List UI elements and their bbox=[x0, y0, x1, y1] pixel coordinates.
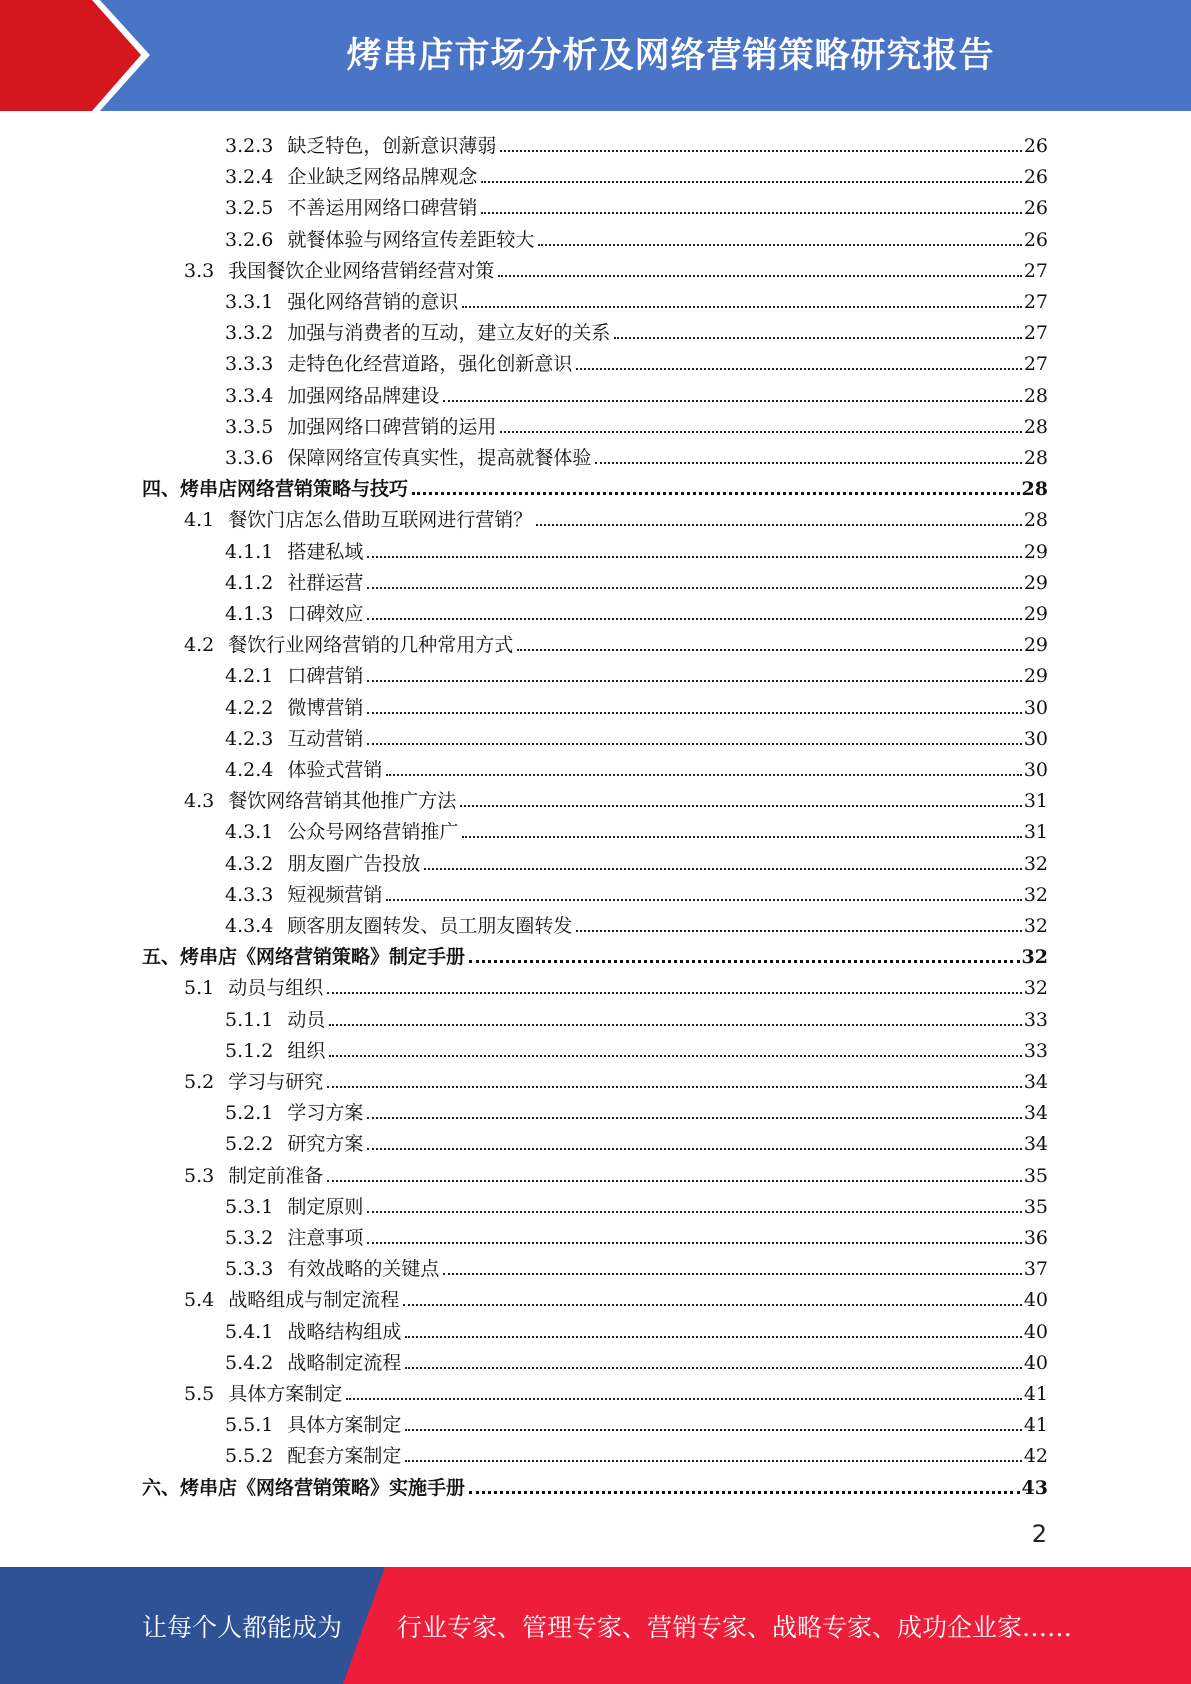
toc-entry-title: 互动营销 bbox=[287, 727, 364, 750]
toc-entry-label bbox=[225, 1226, 365, 1250]
toc-entry-label bbox=[225, 415, 498, 439]
toc-entry[interactable] bbox=[225, 377, 1048, 408]
toc-entry[interactable] bbox=[225, 1188, 1048, 1219]
page-number: 2 bbox=[1031, 1520, 1047, 1548]
page-header bbox=[0, 0, 1191, 111]
toc-entry-label bbox=[225, 1132, 365, 1156]
toc-entry-title: 动员与组织 bbox=[228, 977, 324, 1000]
toc-dot-leader bbox=[576, 368, 1021, 370]
toc-entry[interactable] bbox=[225, 751, 1048, 782]
toc-entry-page: 32 bbox=[1023, 977, 1048, 1000]
toc-entry[interactable] bbox=[225, 813, 1048, 844]
toc-entry[interactable] bbox=[184, 1157, 1048, 1188]
toc-entry-label bbox=[184, 1382, 344, 1406]
toc-dot-leader bbox=[462, 306, 1021, 308]
toc-entry-number: 3.3.3 bbox=[225, 353, 274, 376]
toc-entry-label bbox=[184, 1164, 325, 1188]
toc-entry-title: 搭建私域 bbox=[287, 540, 364, 563]
toc-entry-title: 朋友圈广告投放 bbox=[287, 852, 421, 875]
toc-entry-number: 3.2.5 bbox=[225, 197, 274, 220]
toc-entry-label bbox=[225, 664, 365, 688]
toc-entry-label bbox=[225, 1444, 403, 1468]
toc-entry-label bbox=[225, 852, 422, 876]
toc-dot-leader bbox=[405, 1336, 1021, 1338]
toc-entry-number: 3.3.2 bbox=[225, 322, 274, 345]
toc-entry-label bbox=[225, 1351, 403, 1375]
toc-entry-page: 27 bbox=[1023, 322, 1048, 345]
toc-entry-label bbox=[184, 1288, 401, 1312]
toc-entry-number: 3.3.1 bbox=[225, 291, 274, 313]
toc-entry-title: 餐饮行业网络营销的几种常用方式 bbox=[228, 634, 514, 657]
toc-entry-number: 4.2.4 bbox=[225, 759, 274, 781]
toc-entry[interactable] bbox=[225, 158, 1048, 189]
toc-entry[interactable] bbox=[225, 408, 1048, 439]
toc-entry-title: 体验式营销 bbox=[287, 759, 383, 781]
toc-entry-title: 就餐体验与网络宣传差距较大 bbox=[287, 228, 535, 251]
toc-dot-leader bbox=[386, 774, 1021, 776]
toc-entry-number: 5.5 bbox=[184, 1383, 215, 1405]
toc-entry[interactable] bbox=[142, 1469, 1048, 1500]
toc-dot-leader bbox=[367, 618, 1021, 620]
toc-dot-leader bbox=[412, 492, 1020, 495]
toc-dot-leader bbox=[517, 649, 1022, 651]
toc-entry-title: 微博营销 bbox=[287, 696, 364, 719]
toc-entry-page: 34 bbox=[1023, 1102, 1048, 1125]
toc-entry-number: 5.4.2 bbox=[225, 1351, 274, 1374]
toc-entry-label bbox=[184, 259, 496, 283]
toc-entry-number: 4.2.1 bbox=[225, 665, 274, 688]
toc-entry-page: 27 bbox=[1023, 353, 1048, 376]
toc-entry-title: 缺乏特色，创新意识薄弱 bbox=[287, 135, 497, 157]
toc-entry-number: 5.3.3 bbox=[225, 1258, 274, 1281]
footer-slogan-right: 行业专家、管理专家、营销专家、战略专家、成功企业家…… bbox=[397, 1612, 1073, 1642]
toc-entry-number: 3.3.6 bbox=[225, 447, 274, 469]
toc-dot-leader bbox=[614, 337, 1021, 339]
toc-entry-number: 4.1.1 bbox=[225, 540, 274, 563]
toc-entry-page: 26 bbox=[1023, 197, 1048, 220]
toc-entry-label bbox=[225, 228, 536, 252]
toc-entry-label bbox=[225, 1413, 403, 1437]
toc-dot-leader bbox=[469, 960, 1020, 963]
toc-entry-number: 5.3.1 bbox=[225, 1195, 274, 1218]
toc-entry-number: 5.1.1 bbox=[225, 1008, 274, 1031]
toc-entry-page: 40 bbox=[1023, 1320, 1048, 1343]
toc-entry[interactable] bbox=[184, 1375, 1048, 1406]
toc-entry[interactable] bbox=[225, 1032, 1048, 1063]
toc-entry-title: 学习与研究 bbox=[228, 1071, 324, 1093]
toc-dot-leader bbox=[460, 805, 1022, 807]
toc-entry-label bbox=[184, 508, 534, 532]
toc-entry-page: 33 bbox=[1023, 1008, 1048, 1031]
toc-entry[interactable] bbox=[225, 221, 1048, 252]
toc-entry[interactable] bbox=[225, 533, 1048, 564]
toc-entry[interactable] bbox=[225, 564, 1048, 595]
toc-entry-title: 强化网络营销的意识 bbox=[287, 291, 459, 313]
toc-entry[interactable] bbox=[225, 595, 1048, 626]
toc-entry[interactable] bbox=[225, 1313, 1048, 1344]
toc-dot-leader bbox=[367, 1242, 1021, 1244]
toc-entry[interactable] bbox=[184, 1063, 1048, 1094]
toc-entry-page: 35 bbox=[1023, 1164, 1048, 1187]
toc-entry-page: 29 bbox=[1023, 634, 1048, 657]
toc-entry-page: 27 bbox=[1023, 291, 1048, 313]
toc-dot-leader bbox=[481, 181, 1021, 183]
toc-entry[interactable] bbox=[225, 1094, 1048, 1125]
toc-entry-page: 28 bbox=[1023, 384, 1048, 407]
toc-entry-page: 31 bbox=[1023, 821, 1048, 844]
toc-entry-number: 3.3.4 bbox=[225, 384, 274, 407]
toc-entry-page: 32 bbox=[1021, 946, 1048, 969]
toc-entry-title: 保障网络宣传真实性，提高就餐体验 bbox=[287, 447, 592, 469]
toc-dot-leader bbox=[367, 1117, 1021, 1119]
toc-entry-page: 40 bbox=[1023, 1351, 1048, 1374]
toc-entry-title: 研究方案 bbox=[287, 1133, 364, 1156]
toc-entry-label bbox=[225, 727, 365, 751]
toc-dot-leader bbox=[327, 1180, 1022, 1182]
toc-entry-title: 四、烤串店网络营销策略与技巧 bbox=[142, 478, 409, 501]
toc-entry-page: 26 bbox=[1023, 135, 1048, 157]
toc-entry-label bbox=[225, 321, 612, 345]
toc-entry-page: 26 bbox=[1023, 166, 1048, 189]
toc-entry-number: 4.3.4 bbox=[225, 915, 274, 937]
toc-entry-page: 40 bbox=[1023, 1289, 1048, 1312]
toc-entry[interactable] bbox=[184, 252, 1048, 283]
toc-entry-number: 4.2 bbox=[184, 634, 215, 657]
toc-entry-page: 27 bbox=[1023, 259, 1048, 282]
toc-dot-leader bbox=[462, 836, 1021, 838]
toc-entry-title: 配套方案制定 bbox=[287, 1445, 402, 1468]
toc-entry-title: 口碑营销 bbox=[287, 665, 364, 688]
toc-entry-number: 3.3 bbox=[184, 259, 215, 282]
toc-entry-number: 3.2.3 bbox=[225, 135, 274, 157]
toc-entry-number: 5.1.2 bbox=[225, 1039, 274, 1062]
toc-entry-title: 短视频营销 bbox=[287, 883, 383, 906]
toc-entry-title: 我国餐饮企业网络营销经营对策 bbox=[228, 259, 495, 282]
toc-entry-page: 41 bbox=[1023, 1383, 1048, 1405]
toc-entry-label bbox=[225, 1101, 365, 1125]
toc-entry[interactable] bbox=[225, 314, 1048, 345]
toc-entry-label bbox=[225, 1257, 441, 1281]
toc-entry-label bbox=[225, 384, 441, 408]
toc-entry-label bbox=[225, 1320, 403, 1344]
toc-dot-leader bbox=[424, 868, 1021, 870]
toc-entry-page: 32 bbox=[1023, 852, 1048, 875]
toc-entry-number: 5.2.2 bbox=[225, 1133, 274, 1156]
toc-dot-leader bbox=[367, 587, 1021, 589]
toc-entry-title: 组织 bbox=[287, 1039, 326, 1062]
toc-entry-page: 33 bbox=[1023, 1039, 1048, 1062]
toc-entry-title: 加强网络口碑营销的运用 bbox=[287, 415, 497, 438]
toc-entry-label bbox=[225, 820, 460, 844]
toc-entry-page: 28 bbox=[1023, 447, 1048, 469]
toc-entry[interactable] bbox=[225, 283, 1048, 314]
toc-entry-label bbox=[225, 914, 574, 938]
toc-entry-number: 5.1 bbox=[184, 977, 215, 1000]
toc-entry-label bbox=[225, 758, 384, 782]
toc-entry-label bbox=[225, 134, 498, 158]
toc-entry-page: 37 bbox=[1023, 1258, 1048, 1281]
toc-entry[interactable] bbox=[225, 1437, 1048, 1468]
toc-dot-leader bbox=[367, 712, 1021, 714]
toc-entry-label bbox=[184, 1070, 325, 1094]
toc-entry-label bbox=[225, 352, 574, 376]
report-title: 烤串店市场分析及网络营销策略研究报告 bbox=[346, 35, 995, 76]
toc-entry-title: 具体方案制定 bbox=[287, 1414, 402, 1437]
toc-entry-number: 5.3.2 bbox=[225, 1227, 274, 1249]
toc-entry-number: 5.4 bbox=[184, 1289, 215, 1312]
toc-dot-leader bbox=[327, 1086, 1022, 1088]
toc-entry-label bbox=[225, 1039, 327, 1063]
toc-entry-page: 36 bbox=[1023, 1227, 1048, 1249]
toc-entry-label bbox=[184, 789, 458, 813]
toc-entry-title: 餐饮网络营销其他推广方法 bbox=[228, 790, 457, 813]
toc-dot-leader bbox=[443, 1273, 1021, 1275]
toc-entry-title: 加强与消费者的互动，建立友好的关系 bbox=[287, 322, 611, 345]
toc-entry-number: 4.2.2 bbox=[225, 696, 274, 719]
toc-dot-leader bbox=[367, 1148, 1021, 1150]
toc-dot-leader bbox=[367, 556, 1021, 558]
toc-entry-page: 34 bbox=[1023, 1071, 1048, 1093]
toc-entry-number: 3.2.4 bbox=[225, 166, 274, 189]
toc-entry-number: 4.1.3 bbox=[225, 603, 274, 625]
toc-entry[interactable] bbox=[225, 1406, 1048, 1437]
toc-entry[interactable] bbox=[184, 1281, 1048, 1312]
toc-entry-page: 28 bbox=[1023, 509, 1048, 532]
toc-entry[interactable] bbox=[225, 1001, 1048, 1032]
toc-entry-title: 公众号网络营销推广 bbox=[287, 821, 459, 844]
toc-entry-title: 制定原则 bbox=[287, 1195, 364, 1218]
toc-entry-page: 29 bbox=[1023, 540, 1048, 563]
toc-entry-page: 29 bbox=[1023, 665, 1048, 688]
toc-dot-leader bbox=[367, 1211, 1021, 1213]
toc-entry-label bbox=[225, 540, 365, 564]
toc-entry-number: 4.3.1 bbox=[225, 821, 274, 844]
toc-entry-number: 5.3 bbox=[184, 1164, 215, 1187]
toc-entry-number: 4.3.2 bbox=[225, 852, 274, 875]
toc-entry[interactable] bbox=[225, 1219, 1048, 1250]
toc-entry[interactable] bbox=[225, 845, 1048, 876]
toc-entry-title: 战略组成与制定流程 bbox=[228, 1289, 400, 1312]
toc-entry-page: 28 bbox=[1023, 415, 1048, 438]
toc-entry-label bbox=[225, 571, 365, 595]
toc-entry-label bbox=[225, 165, 479, 189]
toc-dot-leader bbox=[346, 1398, 1022, 1400]
toc-entry-title: 不善运用网络口碑营销 bbox=[287, 197, 478, 220]
toc-dot-leader bbox=[403, 1304, 1022, 1306]
toc-entry-page: 43 bbox=[1021, 1476, 1048, 1499]
toc-entry-title: 有效战略的关键点 bbox=[287, 1258, 440, 1281]
toc-entry-number: 4.2.3 bbox=[225, 727, 274, 750]
toc-entry-title: 加强网络品牌建设 bbox=[287, 384, 440, 407]
toc-dot-leader bbox=[500, 431, 1021, 433]
toc-entry[interactable] bbox=[184, 626, 1048, 657]
toc-entry-label bbox=[225, 602, 365, 626]
toc-entry-title: 六、烤串店《网络营销策略》实施手册 bbox=[142, 1476, 466, 1499]
toc-entry-title: 餐饮门店怎么借助互联网进行营销？ bbox=[228, 509, 533, 532]
toc-dot-leader bbox=[500, 150, 1021, 152]
toc-entry[interactable] bbox=[225, 127, 1048, 158]
toc-dot-leader bbox=[595, 462, 1021, 464]
toc-entry[interactable] bbox=[225, 189, 1048, 220]
toc-dot-leader bbox=[329, 1055, 1021, 1057]
toc-entry[interactable] bbox=[225, 657, 1048, 688]
toc-entry[interactable] bbox=[225, 1250, 1048, 1281]
toc-entry-label bbox=[225, 883, 384, 907]
toc-entry[interactable] bbox=[225, 720, 1048, 751]
toc-entry-page: 28 bbox=[1021, 478, 1048, 501]
toc-dot-leader bbox=[405, 1429, 1021, 1431]
toc-entry-number: 3.3.5 bbox=[225, 415, 274, 438]
toc-entry-title: 企业缺乏网络品牌观念 bbox=[287, 166, 478, 189]
toc-entry-label bbox=[225, 290, 460, 314]
toc-dot-leader bbox=[536, 524, 1022, 526]
toc-dot-leader bbox=[367, 743, 1021, 745]
toc-entry-page: 35 bbox=[1023, 1195, 1048, 1218]
footer-slogan-left: 让每个人都能成为 bbox=[142, 1612, 343, 1642]
toc-dot-leader bbox=[538, 244, 1021, 246]
toc-entry[interactable] bbox=[184, 969, 1048, 1000]
toc-entry-title: 走特色化经营道路，强化创新意识 bbox=[287, 353, 573, 376]
toc-entry-title: 动员 bbox=[287, 1008, 326, 1031]
toc-dot-leader bbox=[576, 930, 1021, 932]
toc-entry-page: 30 bbox=[1023, 727, 1048, 750]
toc-dot-leader bbox=[329, 1024, 1021, 1026]
toc-entry-page: 30 bbox=[1023, 696, 1048, 719]
toc-entry-page: 42 bbox=[1023, 1445, 1048, 1468]
toc-entry-number: 4.1.2 bbox=[225, 571, 274, 594]
toc-entry-number: 4.3.3 bbox=[225, 883, 274, 906]
toc-entry[interactable] bbox=[142, 938, 1048, 969]
toc-entry-number: 5.4.1 bbox=[225, 1320, 274, 1343]
toc-entry[interactable] bbox=[225, 345, 1048, 376]
toc-entry[interactable] bbox=[225, 689, 1048, 720]
toc-entry-label bbox=[225, 1195, 365, 1219]
toc-entry-number: 3.2.6 bbox=[225, 228, 274, 251]
toc-dot-leader bbox=[327, 992, 1022, 994]
toc-entry-label bbox=[225, 1008, 327, 1032]
toc-dot-leader bbox=[386, 899, 1021, 901]
toc-dot-leader bbox=[405, 1367, 1021, 1369]
toc-entry-title: 战略结构组成 bbox=[287, 1320, 402, 1343]
toc-entry-page: 32 bbox=[1023, 883, 1048, 906]
toc-entry-page: 32 bbox=[1023, 915, 1048, 937]
toc-entry-number: 4.1 bbox=[184, 509, 215, 532]
toc-dot-leader bbox=[481, 212, 1021, 214]
toc-entry-title: 顾客朋友圈转发、员工朋友圈转发 bbox=[287, 915, 573, 937]
toc-entry-label bbox=[184, 976, 325, 1000]
toc-entry-label bbox=[142, 477, 410, 501]
toc-dot-leader bbox=[498, 275, 1022, 277]
toc-entry-title: 口碑效应 bbox=[287, 603, 364, 625]
toc-entry-page: 30 bbox=[1023, 759, 1048, 781]
toc-entry[interactable] bbox=[225, 1344, 1048, 1375]
toc-entry-label bbox=[225, 446, 593, 470]
toc-entry-number: 5.5.2 bbox=[225, 1445, 274, 1468]
toc-entry-title: 五、烤串店《网络营销策略》制定手册 bbox=[142, 946, 466, 969]
toc-dot-leader bbox=[405, 1460, 1021, 1462]
toc-entry-label bbox=[225, 196, 479, 220]
toc-dot-leader bbox=[443, 400, 1021, 402]
toc-entry-page: 29 bbox=[1023, 571, 1048, 594]
toc-entry-number: 5.2 bbox=[184, 1071, 215, 1093]
toc-entry[interactable] bbox=[225, 876, 1048, 907]
red-chevron-icon bbox=[0, 0, 160, 111]
toc-entry-number: 5.2.1 bbox=[225, 1102, 274, 1125]
toc-entry[interactable] bbox=[225, 907, 1048, 938]
toc-entry[interactable] bbox=[142, 470, 1048, 501]
toc-entry-page: 31 bbox=[1023, 790, 1048, 813]
toc-entry-title: 注意事项 bbox=[287, 1227, 364, 1249]
toc-entry[interactable] bbox=[184, 501, 1048, 532]
toc-entry-title: 战略制定流程 bbox=[287, 1351, 402, 1374]
toc-entry[interactable] bbox=[225, 439, 1048, 470]
toc-entry-page: 34 bbox=[1023, 1133, 1048, 1156]
page-footer bbox=[0, 1567, 1191, 1684]
toc-entry-page: 29 bbox=[1023, 603, 1048, 625]
toc-entry-title: 社群运营 bbox=[287, 571, 364, 594]
toc-entry-page: 26 bbox=[1023, 228, 1048, 251]
toc-entry[interactable] bbox=[184, 782, 1048, 813]
toc-entry-title: 制定前准备 bbox=[228, 1164, 324, 1187]
toc-entry-number: 5.5.1 bbox=[225, 1414, 274, 1437]
toc-entry-title: 学习方案 bbox=[287, 1102, 364, 1125]
toc-entry-label bbox=[184, 633, 515, 657]
toc-entry-title: 具体方案制定 bbox=[228, 1383, 343, 1405]
toc-entry[interactable] bbox=[225, 1125, 1048, 1156]
toc-entry-page: 41 bbox=[1023, 1414, 1048, 1437]
toc-entry-number: 4.3 bbox=[184, 790, 215, 813]
toc-entry-label bbox=[142, 945, 467, 969]
toc-entry-label bbox=[225, 696, 365, 720]
toc-dot-leader bbox=[469, 1491, 1020, 1494]
toc-entry-label bbox=[142, 1476, 467, 1500]
toc-dot-leader bbox=[367, 680, 1021, 682]
